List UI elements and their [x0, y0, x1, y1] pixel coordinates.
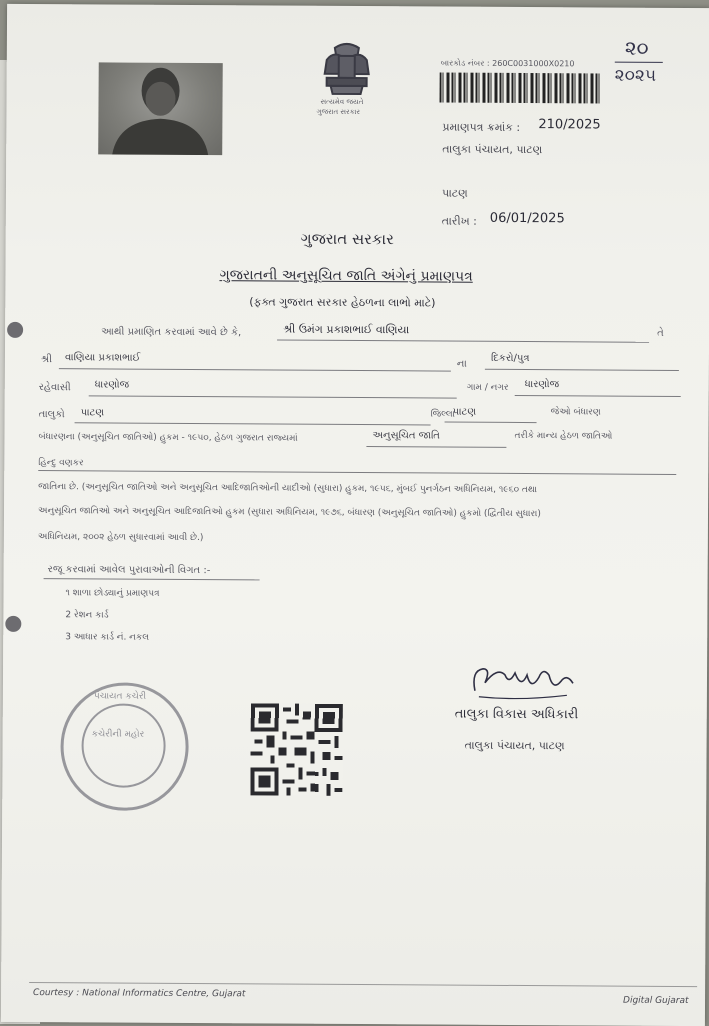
applicant-name: શ્રી ઉમંગ પ્રકાશભાઈ વાણિયા [283, 322, 410, 337]
certificate-sheet [1, 4, 709, 1026]
evidence-heading-line [44, 578, 260, 580]
resident-label: રહેવાસી [38, 382, 71, 394]
evidence-item: 2 રેશન કાર્ડ [65, 610, 109, 621]
certificate-title: ગુજરાતની અનુસૂચિત જાતિ અંગેનું પ્રમાણપત્ર [219, 267, 473, 285]
shri-label: શ્રી [40, 354, 52, 366]
handwritten-divider [615, 62, 663, 63]
national-emblem-icon [312, 40, 380, 118]
punch-hole-top [7, 322, 23, 338]
handwritten-year: ૨૦૨૫ [614, 65, 657, 86]
evidence-item: ૧ શાળા છોડ્યાનું પ્રમાણપત્ર [65, 588, 160, 599]
line1-prefix: આથી પ્રમાણિત કરવામાં આવે છે કે, [101, 326, 242, 339]
handwritten-number: ૨૦ [624, 35, 649, 60]
issuing-office: તાલુકા પંચાયત, પાટણ [442, 142, 543, 157]
taluka: પાટણ [80, 407, 105, 419]
certificate-subtitle: (ફક્ત ગુજરાત સરકાર હેઠળના લાભો માટે) [249, 295, 436, 310]
taluka-line [75, 422, 431, 425]
relation-line [485, 369, 679, 371]
residence-line [89, 395, 457, 398]
category-suffix: તરીકે માન્ય હેઠળ જાતિઓ [514, 430, 613, 442]
district: પાટણ [452, 406, 477, 418]
issuing-place: પાટણ [441, 186, 468, 200]
village: ધારણોજ [524, 379, 560, 391]
seal-outer-text: પંચાયત કચેરી [93, 691, 147, 702]
signatory-title: તાલુકા વિકાસ અધિકારી [454, 706, 579, 723]
category-line [366, 446, 506, 448]
certificate-no: 210/2025 [538, 117, 601, 133]
footer-courtesy: Courtesy : National Informatics Centre, Gujarat [33, 988, 246, 1000]
relation: દિકરો/પુત્ર [490, 352, 530, 365]
evidence-heading: રજૂ કરવામાં આવેલ પુરાવાઓની વિગત :- [47, 564, 211, 577]
government-title: ગુજરાત સરકાર [300, 229, 394, 249]
father-name-line [59, 368, 451, 371]
category: અનુસૂચિત જાતિ [372, 430, 440, 442]
legal-paragraph-1: જાતિના છે. (અનુસૂચિત જાતિઓ અને અનુસૂચિત આદિજાતિઓની યાદીઓ (સુધારા) હુકમ, ૧૯૫૬, મુંબઈ પુનર્ગઠન અધિનિયમ, ૧૯૬૦ તથા [38, 482, 538, 496]
signatory-office: તાલુકા પંચાયત, પાટણ [464, 738, 565, 753]
emblem-motto: સત્યમેવ જયતે [320, 97, 364, 107]
district-label: જિલ્લા [430, 409, 455, 420]
officer-signature [469, 661, 579, 710]
evidence-item: 3 આધાર કાર્ડ નં. નકલ [65, 632, 150, 643]
village-line [515, 395, 681, 397]
footer-brand: Digital Gujarat [623, 995, 689, 1007]
taluka-label: તાલુકો [38, 409, 65, 421]
caste-line [38, 470, 676, 475]
caste: હિન્દુ વણકર [38, 458, 84, 469]
qr-code [250, 703, 343, 796]
residence: ધારણોજ [94, 379, 130, 391]
date-label: તારીખ : [441, 214, 477, 228]
punch-hole-bottom [5, 616, 21, 632]
village-label: ગામ / નગર [466, 382, 509, 393]
applicant-photo [98, 62, 223, 155]
father-name: વાણિયા પ્રકાશભાઈ [64, 352, 141, 364]
applicant-name-line [277, 340, 649, 343]
constitution-text: બંધારણના (અનુસૂચિત જાતિઓ) હુકમ - ૧૯૫૦, હેઠળ ગુજરાત રાજ્યમાં [38, 432, 298, 444]
seal-inner-ring [81, 703, 166, 788]
legal-paragraph-2: અનુસૂચિત જાતિઓ અને અનુસૂચિત આદિજાતિઓ હુકમ (સુધારા અધિનિયમ, ૧૯૭૬, બંધારણ (અનુસૂચિત જાતિઓ) હુકમો (દ્વિતીય સુધારા) [37, 506, 541, 520]
seal-inner-text: કચેરીની મહોર [91, 729, 145, 740]
legal-paragraph-3: અધિનિયમ, ૨૦૦૨ હેઠળ સુધારવામાં આવી છે.) [37, 532, 204, 544]
office-seal [60, 682, 189, 811]
na-label: ના [456, 358, 467, 370]
footer-divider [29, 982, 697, 987]
line1-suffix: તે [657, 327, 664, 339]
district-line [445, 422, 537, 424]
state-label: જેઓ બંધારણ [550, 407, 601, 418]
certificate-no-label: પ્રમાણપત્ર ક્રમાંક : [442, 120, 521, 134]
barcode-label: બારકોડ નંબર : 260C0031000X0210 [440, 58, 575, 69]
issue-date: 06/01/2025 [489, 210, 565, 227]
barcode [440, 73, 602, 104]
emblem-caption: ગુજરાત સરકાર [316, 107, 360, 117]
